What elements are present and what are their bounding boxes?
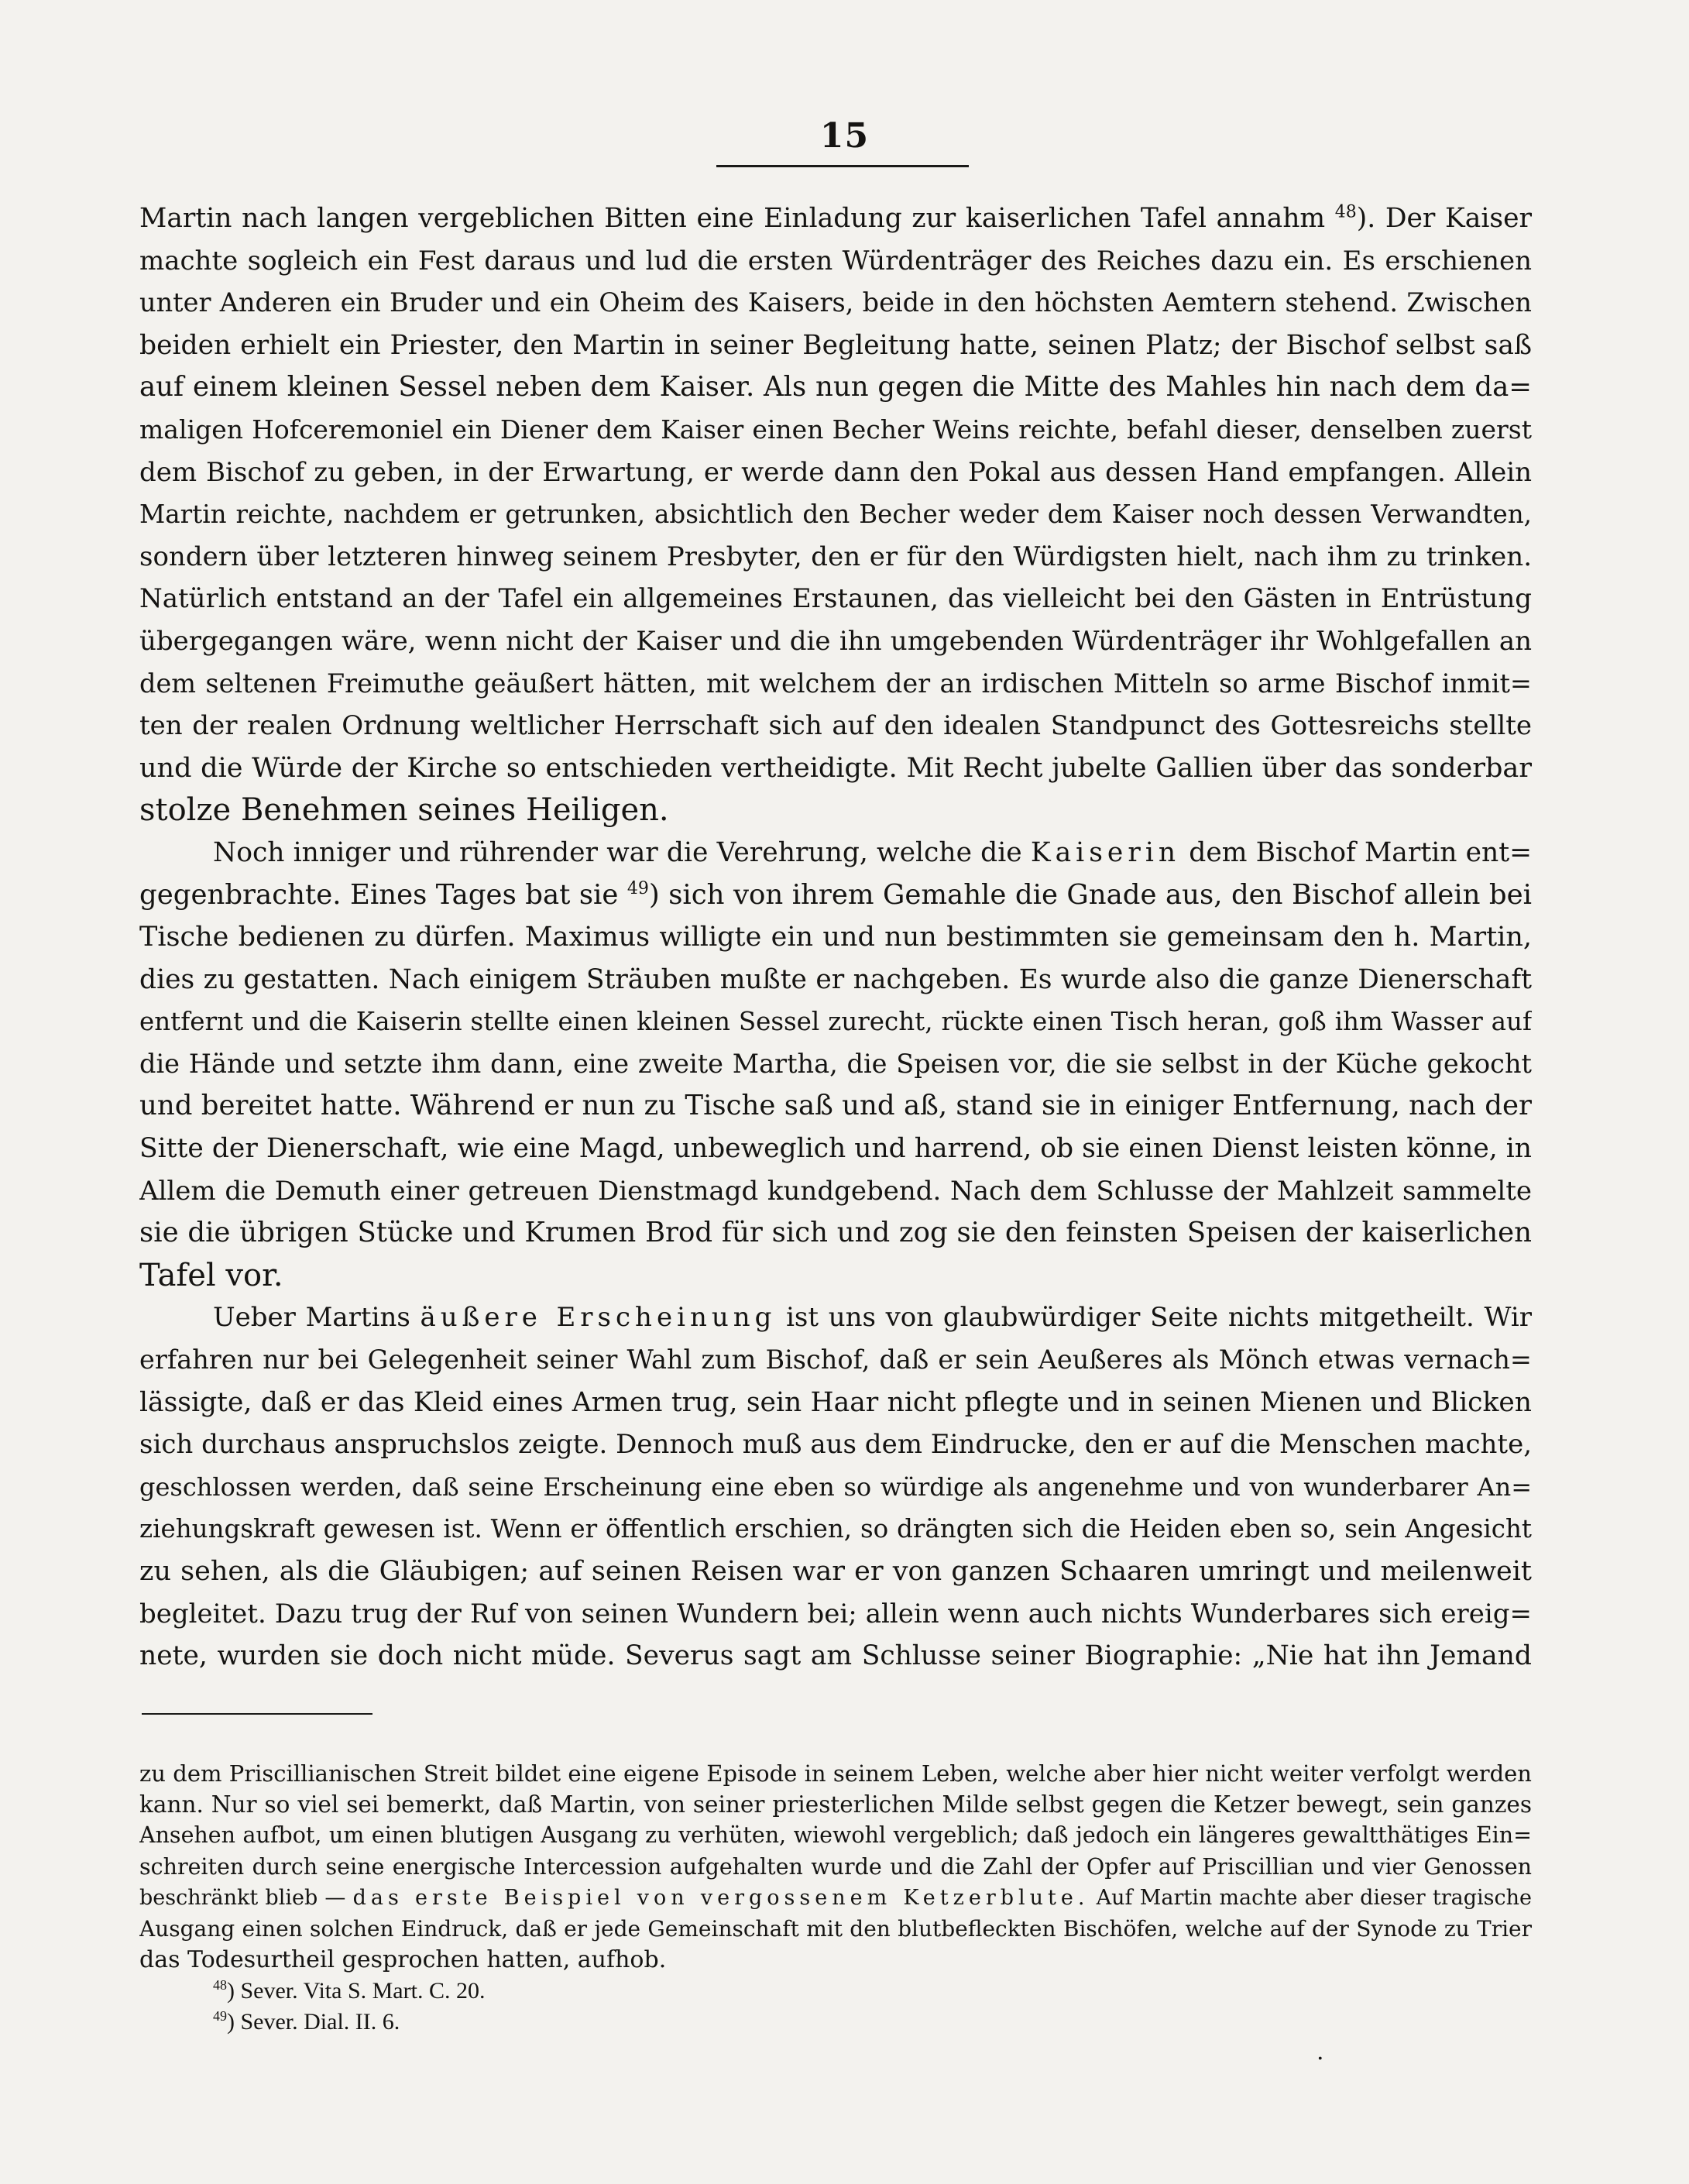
- text-line: Sitte der Dienerschaft, wie eine Magd, unbeweglich und harrend, ob sie einen Dienst leisten könne, in: [139, 1133, 1532, 1165]
- text-line: übergegangen wäre, wenn nicht der Kaiser und die ihn umgebenden Würdenträger ihr Wohlgefallen an: [139, 625, 1532, 657]
- spaced-phrase: das erste Beispiel von vergossenem Ketzerblute.: [352, 1885, 1090, 1910]
- text-line: ziehungskraft gewesen ist. Wenn er öffentlich erschien, so drängten sich die Heiden eben so, sein Angesicht: [139, 1514, 1532, 1544]
- text-line: beiden erhielt ein Priester, den Martin in seiner Begleitung hatte, seinen Platz; der Bischof selbst saß: [139, 329, 1532, 361]
- footnote-ref-48: 48: [1334, 202, 1357, 222]
- text-line: erfahren nur bei Gelegenheit seiner Wahl zum Bischof, daß er sein Aeußeres als Mönch etwas vernach=: [139, 1344, 1532, 1375]
- spaced-word-erscheinung: äußere Erscheinung: [420, 1302, 777, 1334]
- text-line: [139, 1296, 1532, 1339]
- text-line-tail: ). Der Kaiser: [1356, 203, 1532, 234]
- footnote-line: Ansehen aufbot, um einen blutigen Ausgang zu verhüten, wiewohl vergeblich; daß jedoch ein längeres gewaltthätiges Ein=: [139, 1822, 1532, 1849]
- text-line: und bereitet hatte. Während er nun zu Tische saß und aß, stand sie in einiger Entfernung, nach der: [139, 1090, 1532, 1122]
- footnote-reference-49: [139, 2007, 1532, 2038]
- footnote-line: das Todesurtheil gesprochen hatten, aufhob.: [139, 1946, 667, 1974]
- text-line: dem Bischof zu geben, in der Erwartung, er werde dann den Pokal aus dessen Hand empfangen. Allein: [139, 456, 1532, 488]
- page-number: 15: [819, 116, 870, 156]
- text-line-content: Ueber Martins: [213, 1302, 410, 1334]
- footnote-reference-text: ) Sever. Vita S. Mart. C. 20.: [227, 1978, 486, 2004]
- footnote-line-tail: Auf Martin machte aber dieser tragische: [1096, 1885, 1532, 1910]
- text-line-tail: dem Bischof Martin ent=: [1189, 836, 1532, 868]
- footnote-rule: [142, 1713, 372, 1715]
- footnote-number: 49: [213, 2008, 227, 2024]
- text-line: begleitet. Dazu trug der Ruf von seinen Wundern bei; allein wenn auch nichts Wunderbares sich ereig=: [139, 1598, 1532, 1629]
- text-line-tail: sich von ihrem Gemahle die Gnade aus, den Bischof allein bei: [668, 878, 1532, 911]
- text-line: lässigte, daß er das Kleid eines Armen trug, sein Haar nicht pflegte und in seinen Mienen und Blicken: [139, 1386, 1532, 1418]
- text-line-content: gegenbrachte. Eines Tages bat sie: [139, 878, 619, 911]
- text-line-content: Noch inniger und rührender war die Verehrung, welche die: [213, 836, 1022, 868]
- text-line: Allem die Demuth einer getreuen Dienstmagd kundgebend. Nach dem Schlusse der Mahlzeit sammelte: [139, 1175, 1532, 1207]
- footnote-line: [139, 1883, 1532, 1914]
- text-line: und die Würde der Kirche so entschieden vertheidigte. Mit Recht jubelte Gallien über das sonderbar: [139, 752, 1532, 784]
- text-line: [139, 832, 1532, 874]
- text-line: entfernt und die Kaiserin stellte einen kleinen Sessel zurecht, rückte einen Tisch heran, goß ihm Wasser auf: [139, 1007, 1532, 1037]
- text-line: sondern über letzteren hinweg seinem Presbyter, den er für den Würdigsten hielt, nach ihm zu trinken.: [139, 541, 1532, 572]
- text-line: auf einem kleinen Sessel neben dem Kaiser. Als nun gegen die Mitte des Mahles hin nach dem da=: [139, 371, 1532, 403]
- text-line: unter Anderen ein Bruder und ein Oheim des Kaisers, beide in den höchsten Aemtern stehend. Zwischen: [139, 287, 1532, 318]
- footnote-line: zu dem Priscillianischen Streit bildet eine eigene Episode in seinem Leben, welche aber hier nicht weiter verfolgt werden: [139, 1760, 1532, 1787]
- text-line-tail: ist uns von glaubwürdiger Seite nichts mitgetheilt. Wir: [786, 1302, 1532, 1334]
- text-line: machte sogleich ein Fest daraus und lud die ersten Würdenträger des Reiches dazu ein. Es erschienen: [139, 245, 1532, 276]
- footnote-line: Ausgang einen solchen Eindruck, daß er jede Gemeinschaft mit den blutbefleckten Bischöfen, welche auf der Synode zu Trier: [139, 1915, 1532, 1942]
- main-text: [139, 197, 1532, 1677]
- text-line: Martin reichte, nachdem er getrunken, absichtlich den Becher weder dem Kaiser noch dessen Verwandten,: [139, 500, 1532, 530]
- text-line: sie die übrigen Stücke und Krumen Brod für sich und zog sie den feinsten Speisen der kaiserlichen: [139, 1217, 1532, 1249]
- text-line: zu sehen, als die Gläubigen; auf seinen Reisen war er von ganzen Schaaren umringt und meilenweit: [139, 1556, 1532, 1587]
- text-line: Natürlich entstand an der Tafel ein allgemeines Erstaunen, das vielleicht bei den Gästen in Entrüstung: [139, 583, 1532, 615]
- text-line: Tische bedienen zu dürfen. Maximus willigte ein und nun bestimmten sie gemeinsam den h. Martin,: [139, 922, 1532, 953]
- footnote-line: kann. Nur so viel sei bemerkt, daß Martin, von seiner priesterlichen Milde selbst gegen die Ketzer bewegt, sein ganzes: [139, 1791, 1532, 1818]
- footnote-ref-49: 49: [627, 878, 649, 898]
- footnote-line: schreiten durch seine energische Intercession aufgehalten wurde und die Zahl der Opfer auf Priscillian und vier Genossen: [139, 1853, 1532, 1880]
- text-line: maligen Hofceremoniel ein Diener dem Kaiser einen Becher Weins reichte, befahl dieser, denselben zuerst: [139, 414, 1532, 445]
- spaced-word-kaiserin: Kaiserin: [1030, 836, 1181, 868]
- text-line: geschlossen werden, daß seine Erscheinung eine eben so würdige als angenehme und von wunderbarer An=: [139, 1471, 1532, 1502]
- text-line: [139, 197, 1532, 240]
- text-line: die Hände und setzte ihm dann, eine zweite Martha, die Speisen vor, die sie selbst in der Küche gekocht: [139, 1048, 1532, 1079]
- text-line: Tafel vor.: [139, 1257, 283, 1293]
- text-line: dem seltenen Freimuthe geäußert hätten, mit welchem der an irdischen Mitteln so arme Bischof inmit=: [139, 668, 1532, 699]
- footnote-line-content: beschränkt blieb —: [139, 1885, 346, 1910]
- text-line: ten der realen Ordnung weltlicher Herrschaft sich auf den idealen Standpunct des Gottesreichs stellte: [139, 710, 1532, 742]
- text-line: stolze Benehmen seines Heiligen.: [139, 792, 669, 829]
- header-rule: [716, 165, 969, 167]
- text-line: sich durchaus anspruchslos zeigte. Dennoch muß aus dem Eindrucke, den er auf die Menschen machte,: [139, 1429, 1532, 1461]
- text-line: [139, 874, 1532, 917]
- text-line-content: Martin nach langen vergeblichen Bitten eine Einladung zur kaiserlichen Tafel annahm: [139, 203, 1326, 234]
- footnotes: [139, 1758, 1532, 2038]
- stray-mark: .: [1317, 2038, 1324, 2066]
- text-line: nete, wurden sie doch nicht müde. Severus sagt am Schlusse seiner Biographie: „Nie hat ihn Jemand: [139, 1640, 1532, 1672]
- text-line: dies zu gestatten. Nach einigem Sträuben mußte er nachgeben. Es wurde also die ganze Dienerschaft: [139, 963, 1532, 995]
- footnote-reference-text: ) Sever. Dial. II. 6.: [227, 2009, 400, 2035]
- footnote-reference-48: [139, 1976, 1532, 2007]
- text-line-paren: ): [648, 878, 660, 911]
- footnote-number: 48: [213, 1977, 227, 1993]
